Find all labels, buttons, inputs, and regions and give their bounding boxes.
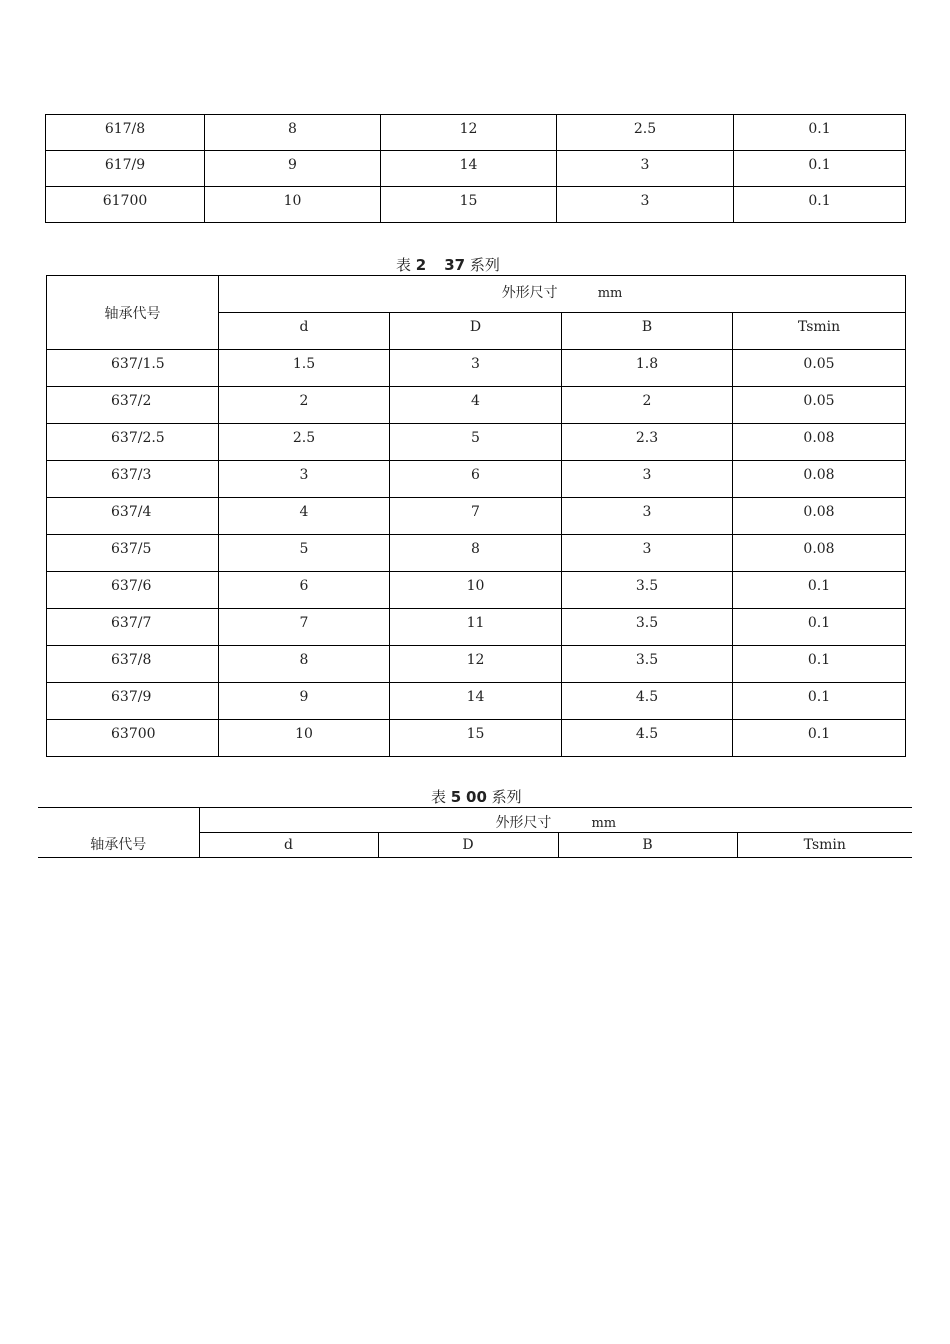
- bearing-code-cell: 637/1.5: [47, 350, 219, 387]
- col-tsmin-header: Tsmin: [737, 833, 912, 858]
- value-cell: 6: [390, 461, 562, 498]
- value-cell: 0.1: [734, 151, 906, 187]
- table-row: [47, 461, 906, 498]
- value-cell: 8: [219, 646, 390, 683]
- value-cell: 3.5: [562, 609, 733, 646]
- table-row: [47, 646, 906, 683]
- value-cell: 0.1: [734, 115, 906, 151]
- bearing-code-cell: 637/3: [47, 461, 219, 498]
- table-row: [46, 115, 906, 151]
- value-cell: 3: [390, 350, 562, 387]
- bearing-code-cell: 617/8: [46, 115, 205, 151]
- value-cell: 0.08: [733, 535, 906, 572]
- value-cell: 1.5: [219, 350, 390, 387]
- table-row: [47, 387, 906, 424]
- value-cell: 1.8: [562, 350, 733, 387]
- value-cell: 0.08: [733, 424, 906, 461]
- value-cell: 3.5: [562, 572, 733, 609]
- bearing-code-cell: 63700: [47, 720, 219, 757]
- bearing-code-cell: 637/5: [47, 535, 219, 572]
- value-cell: 14: [390, 683, 562, 720]
- value-cell: 0.05: [733, 387, 906, 424]
- value-cell: 0.1: [733, 683, 906, 720]
- bearing-code-cell: 617/9: [46, 151, 205, 187]
- col-d-header: d: [219, 313, 390, 350]
- value-cell: 3.5: [562, 646, 733, 683]
- value-cell: 12: [390, 646, 562, 683]
- table-row: [47, 683, 906, 720]
- value-cell: 3: [557, 187, 734, 223]
- value-cell: 8: [205, 115, 381, 151]
- col-B-header: B: [558, 833, 737, 858]
- value-cell: 0.08: [733, 498, 906, 535]
- col-D-header: D: [378, 833, 558, 858]
- value-cell: 2.5: [557, 115, 734, 151]
- value-cell: 4.5: [562, 683, 733, 720]
- value-cell: 11: [390, 609, 562, 646]
- table-5-caption: 表 5 00 系列: [431, 788, 522, 806]
- bearing-code-cell: 637/4: [47, 498, 219, 535]
- value-cell: 4: [219, 498, 390, 535]
- value-cell: 6: [219, 572, 390, 609]
- value-cell: 2.5: [219, 424, 390, 461]
- bearing-code-header: 轴承代号: [47, 276, 219, 350]
- table-37-series: [46, 275, 906, 757]
- value-cell: 0.1: [733, 646, 906, 683]
- value-cell: 10: [390, 572, 562, 609]
- value-cell: 2: [562, 387, 733, 424]
- value-cell: 3: [219, 461, 390, 498]
- value-cell: 0.05: [733, 350, 906, 387]
- table-row: [47, 424, 906, 461]
- value-cell: 14: [381, 151, 557, 187]
- value-cell: 2.3: [562, 424, 733, 461]
- dimensions-header: 外形尺寸 mm: [219, 276, 906, 313]
- col-B-header: B: [562, 313, 733, 350]
- value-cell: 2: [219, 387, 390, 424]
- value-cell: 10: [219, 720, 390, 757]
- table-row: [47, 535, 906, 572]
- value-cell: 8: [390, 535, 562, 572]
- table-row: [47, 498, 906, 535]
- value-cell: 15: [381, 187, 557, 223]
- table-row: [46, 151, 906, 187]
- value-cell: 3: [562, 535, 733, 572]
- table-00-series: [38, 807, 912, 858]
- col-tsmin-header: Tsmin: [733, 313, 906, 350]
- value-cell: 7: [390, 498, 562, 535]
- value-cell: 3: [557, 151, 734, 187]
- value-cell: 12: [381, 115, 557, 151]
- table-row: [47, 720, 906, 757]
- bearing-code-cell: 637/6: [47, 572, 219, 609]
- value-cell: 0.08: [733, 461, 906, 498]
- value-cell: 9: [205, 151, 381, 187]
- value-cell: 5: [390, 424, 562, 461]
- table-row: [47, 572, 906, 609]
- value-cell: 10: [205, 187, 381, 223]
- value-cell: 0.1: [733, 572, 906, 609]
- dimensions-header: 外形尺寸 mm: [199, 808, 912, 833]
- value-cell: 0.1: [733, 720, 906, 757]
- bearing-code-cell: 637/8: [47, 646, 219, 683]
- table-2-caption: 表 2 37 系列: [396, 256, 500, 274]
- value-cell: 15: [390, 720, 562, 757]
- value-cell: 5: [219, 535, 390, 572]
- bearing-code-cell: 637/2: [47, 387, 219, 424]
- bearing-code-cell: 637/9: [47, 683, 219, 720]
- value-cell: 4: [390, 387, 562, 424]
- bearing-code-header: 轴承代号: [38, 808, 199, 858]
- bearing-code-cell: 637/2.5: [47, 424, 219, 461]
- table-row: [47, 609, 906, 646]
- value-cell: 4.5: [562, 720, 733, 757]
- col-D-header: D: [390, 313, 562, 350]
- table-row: [47, 350, 906, 387]
- value-cell: 0.1: [734, 187, 906, 223]
- bearing-code-cell: 61700: [46, 187, 205, 223]
- value-cell: 0.1: [733, 609, 906, 646]
- value-cell: 3: [562, 461, 733, 498]
- table-row: [46, 187, 906, 223]
- col-d-header: d: [199, 833, 378, 858]
- value-cell: 3: [562, 498, 733, 535]
- bearing-code-cell: 637/7: [47, 609, 219, 646]
- table-617-series: [45, 114, 906, 223]
- value-cell: 9: [219, 683, 390, 720]
- value-cell: 7: [219, 609, 390, 646]
